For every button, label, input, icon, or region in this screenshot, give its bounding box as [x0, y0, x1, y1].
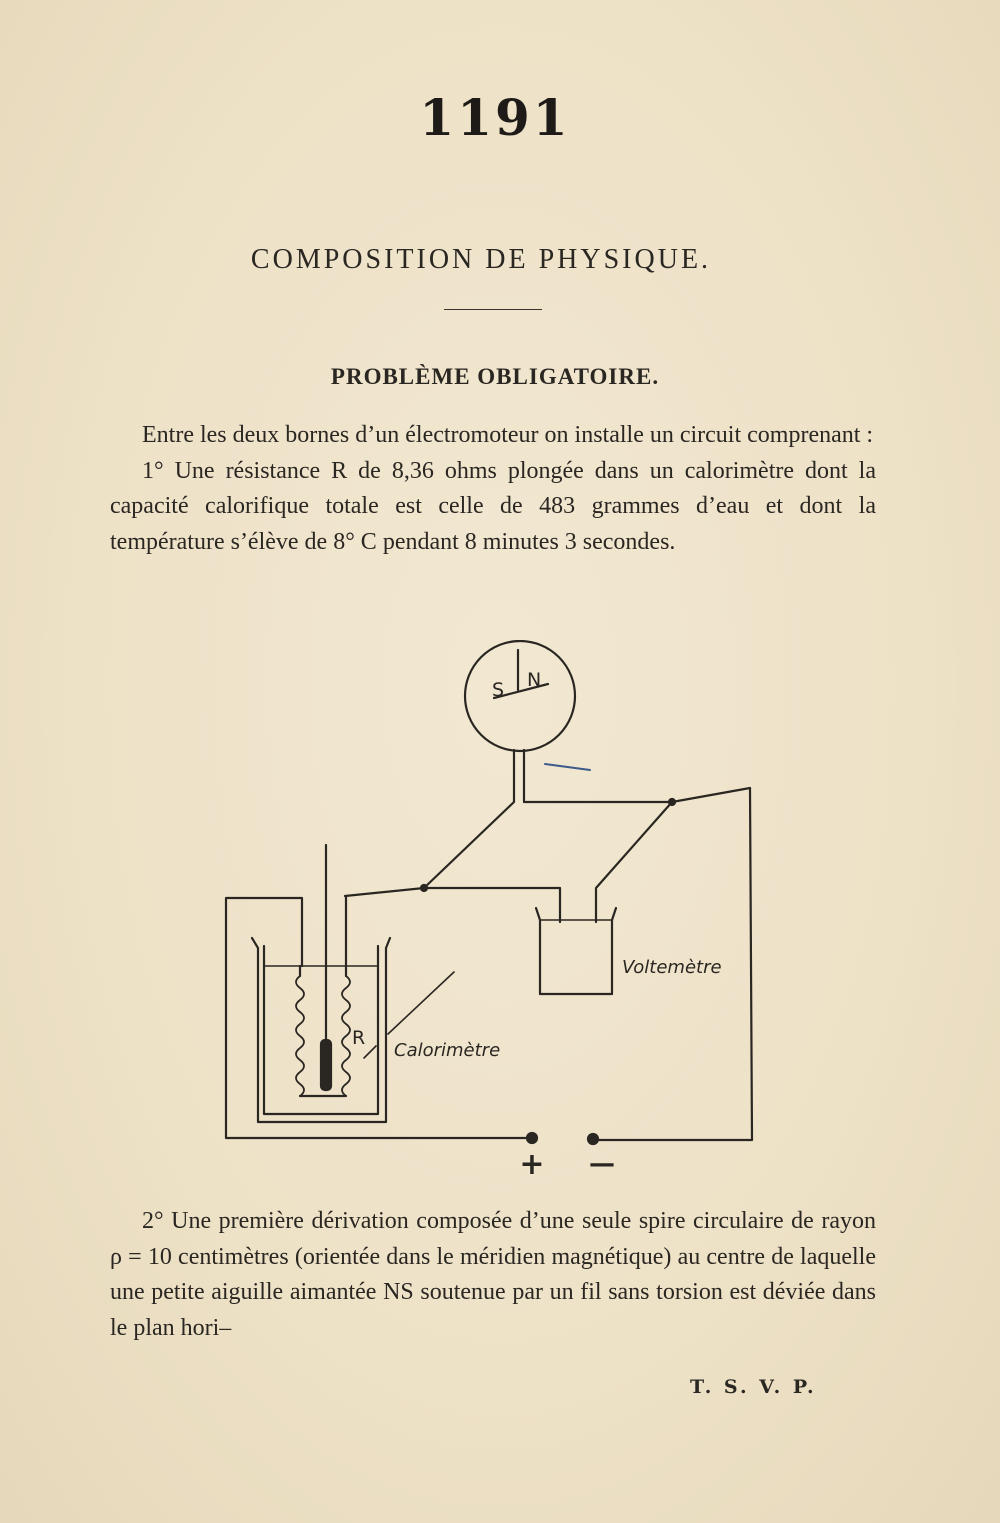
terminal-negative [588, 1134, 598, 1144]
terminal-plus-label: + [519, 1147, 545, 1182]
item-2-derivation: 2° Une première dérivation composée d’une seule spire circulaire de rayon ρ = 10 centimètres (orientée dans le méridien magnétique) au centre de laquelle une petite aiguille aimantée NS soutenue par un fil sans torsion est déviée dans le plan hori– [110, 1208, 876, 1341]
wire-right-to-voltameter [596, 802, 672, 922]
pencil-mark [545, 764, 590, 770]
resistance-coil-left [296, 976, 304, 1096]
problem-intro [110, 418, 876, 560]
calorimeter-label: Calorimètre [394, 1040, 501, 1061]
page-title: COMPOSITION DE PHYSIQUE. [250, 244, 712, 275]
needle-label-n: N [527, 669, 542, 691]
exam-number: 1191 [419, 88, 571, 147]
turn-over-note: T. S. V. P. [690, 1376, 817, 1398]
problem-item-2 [110, 1204, 876, 1346]
resistance-coil-right [342, 976, 350, 1096]
item-1-resistance: 1° Une résistance R de 8,36 ohms plongée dans un calorimètre dont la capacité calorifique totale est celle de 483 grammes d’eau et dont la température s’élève de 8° C pendant 8 minutes 3 secondes. [110, 457, 876, 555]
coil-circle [465, 641, 575, 751]
coil-lead-right [524, 750, 750, 802]
wire-left-to-voltameter [345, 888, 560, 922]
terminal-minus-label: — [589, 1149, 615, 1179]
voltameter-label: Voltemètre [622, 957, 722, 978]
voltameter-vessel [536, 908, 616, 994]
coil-lead-left [424, 750, 514, 888]
needle-label-s: S [492, 679, 505, 701]
section-heading: PROBLÈME OBLIGATOIRE. [330, 364, 660, 389]
resistance-label: R [352, 1027, 366, 1049]
intro-sentence: Entre les deux bornes d’un électromoteur on installe un circuit comprenant : [142, 422, 874, 448]
circuit-diagram [200, 640, 820, 1190]
resistance-pointer [364, 1046, 376, 1058]
thermometer-bulb [321, 1040, 331, 1090]
terminal-positive [527, 1133, 537, 1143]
calorimeter-pointer [388, 972, 454, 1034]
title-divider [444, 309, 542, 310]
